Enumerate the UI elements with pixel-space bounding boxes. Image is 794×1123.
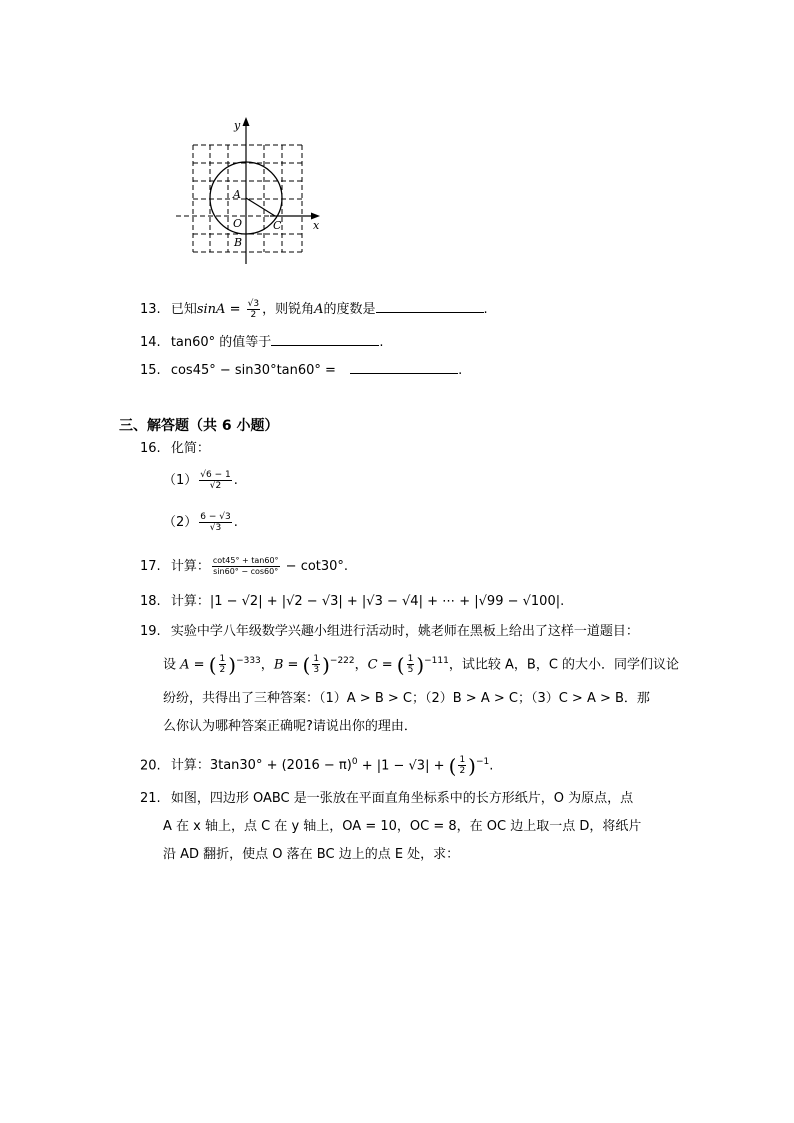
question-19-line-4: 么你认为哪种答案正确呢?请说出你的理由． — [163, 719, 417, 734]
question-13: 13. 已知sinA = $\frac{√3}{2}$ ，则锐角A的度数是 . — [140, 299, 488, 320]
question-number: 14. — [140, 335, 161, 350]
section-title: 三、解答题（共 6 小题） — [119, 418, 279, 434]
question-16: 16. 化简： — [140, 441, 210, 456]
question-21-line-3: 沿 AD 翻折，使点 O 落在 BC 边上的点 E 处，求： — [163, 847, 460, 862]
point-O-label: O — [233, 217, 243, 230]
question-19-line-3: 纷纷，共得出了三种答案：（1）A > B > C；（2）B > A > C；（3）C > A > B．那 — [163, 691, 650, 706]
fraction: $\frac{\cot 45^\circ + \tan 60^\circ}{\sin 60^\circ - \cos 60^\circ}$ — [212, 556, 279, 576]
fraction: $\frac{1}{2}$ — [219, 654, 226, 676]
question-number: 16. — [140, 441, 161, 456]
question-15: 15. cos45° − sin30°tan60° = . — [140, 363, 463, 378]
question-number: 20. — [140, 758, 161, 774]
x-axis-label: x — [313, 219, 320, 232]
question-19-line-1: 19. 实验中学八年级数学兴趣小组进行活动时，姚老师在黑板上给出了这样一道题目： — [140, 624, 639, 639]
question-21-line-1: 21. 如图，四边形 OABC 是一张放在平面直角坐标系中的长方形纸片，O 为原点，点 — [140, 791, 634, 806]
radius-segment — [246, 198, 275, 216]
y-axis-label: y — [234, 119, 241, 132]
fraction: $\frac{√6 - 1}{√2}$ — [200, 470, 231, 491]
answer-blank[interactable] — [376, 300, 484, 313]
question-20: 20. 计算：$3\tan 30^\circ + (2016 - \pi)^0 + |1 - √3|$ + ( $\frac{1}{2}$ )$^{-1}$. — [140, 753, 494, 778]
question-number: 17. — [140, 559, 161, 574]
question-14: 14. tan60° 的值等于 . — [140, 335, 384, 350]
question-number: 13. — [140, 302, 161, 317]
question-number: 19. — [140, 624, 161, 639]
question-18: 18. 计算：|1 − √2| + |√2 − √3| + |√3 − √4| + ⋯ + |√99 − √100|. — [140, 594, 565, 609]
question-19-line-2: 设 A = ( $\frac{1}{2}$ )$^{-333}$，B = ( $\frac{1}{3}$ )$^{-222}$，C = ( $\frac{1}{5}$ )$^{-111}$，试比较 A，B，C 的大小．同学们议论 — [163, 652, 680, 677]
dashed-grid — [176, 145, 310, 252]
question-17: 17. 计算： $\frac{\cot 45^\circ + \tan 60^\circ}{\sin 60^\circ - \cos 60^\circ}$ − cot30°. — [140, 556, 349, 576]
question-number: 18. — [140, 594, 161, 609]
coordinate-figure — [170, 112, 330, 272]
point-B-label: B — [234, 236, 243, 249]
fraction: $\frac{1}{5}$ — [407, 654, 414, 676]
fraction: $\frac{6 - √3}{√3}$ — [200, 512, 231, 533]
question-number: 15. — [140, 363, 161, 378]
fraction: $\frac{1}{3}$ — [313, 654, 320, 676]
fraction: $\frac{√3}{2}$ — [247, 299, 260, 320]
question-number: 21. — [140, 791, 161, 806]
answer-blank[interactable] — [350, 361, 458, 374]
y-axis-arrow — [243, 117, 250, 126]
answer-blank[interactable] — [271, 333, 379, 346]
question-16-part-1: （1） $\frac{√6 - 1}{√2}$ . — [163, 470, 238, 491]
fraction: $\frac{1}{2}$ — [459, 755, 466, 777]
question-16-part-2: （2） $\frac{6 - √3}{√3}$ . — [163, 512, 238, 533]
point-A-label: A — [233, 188, 241, 201]
question-21-line-2: A 在 x 轴上，点 C 在 y 轴上，OA = 10，OC = 8，在 OC 边上取一点 D，将纸片 — [163, 819, 642, 834]
point-C-label: C — [273, 219, 282, 232]
